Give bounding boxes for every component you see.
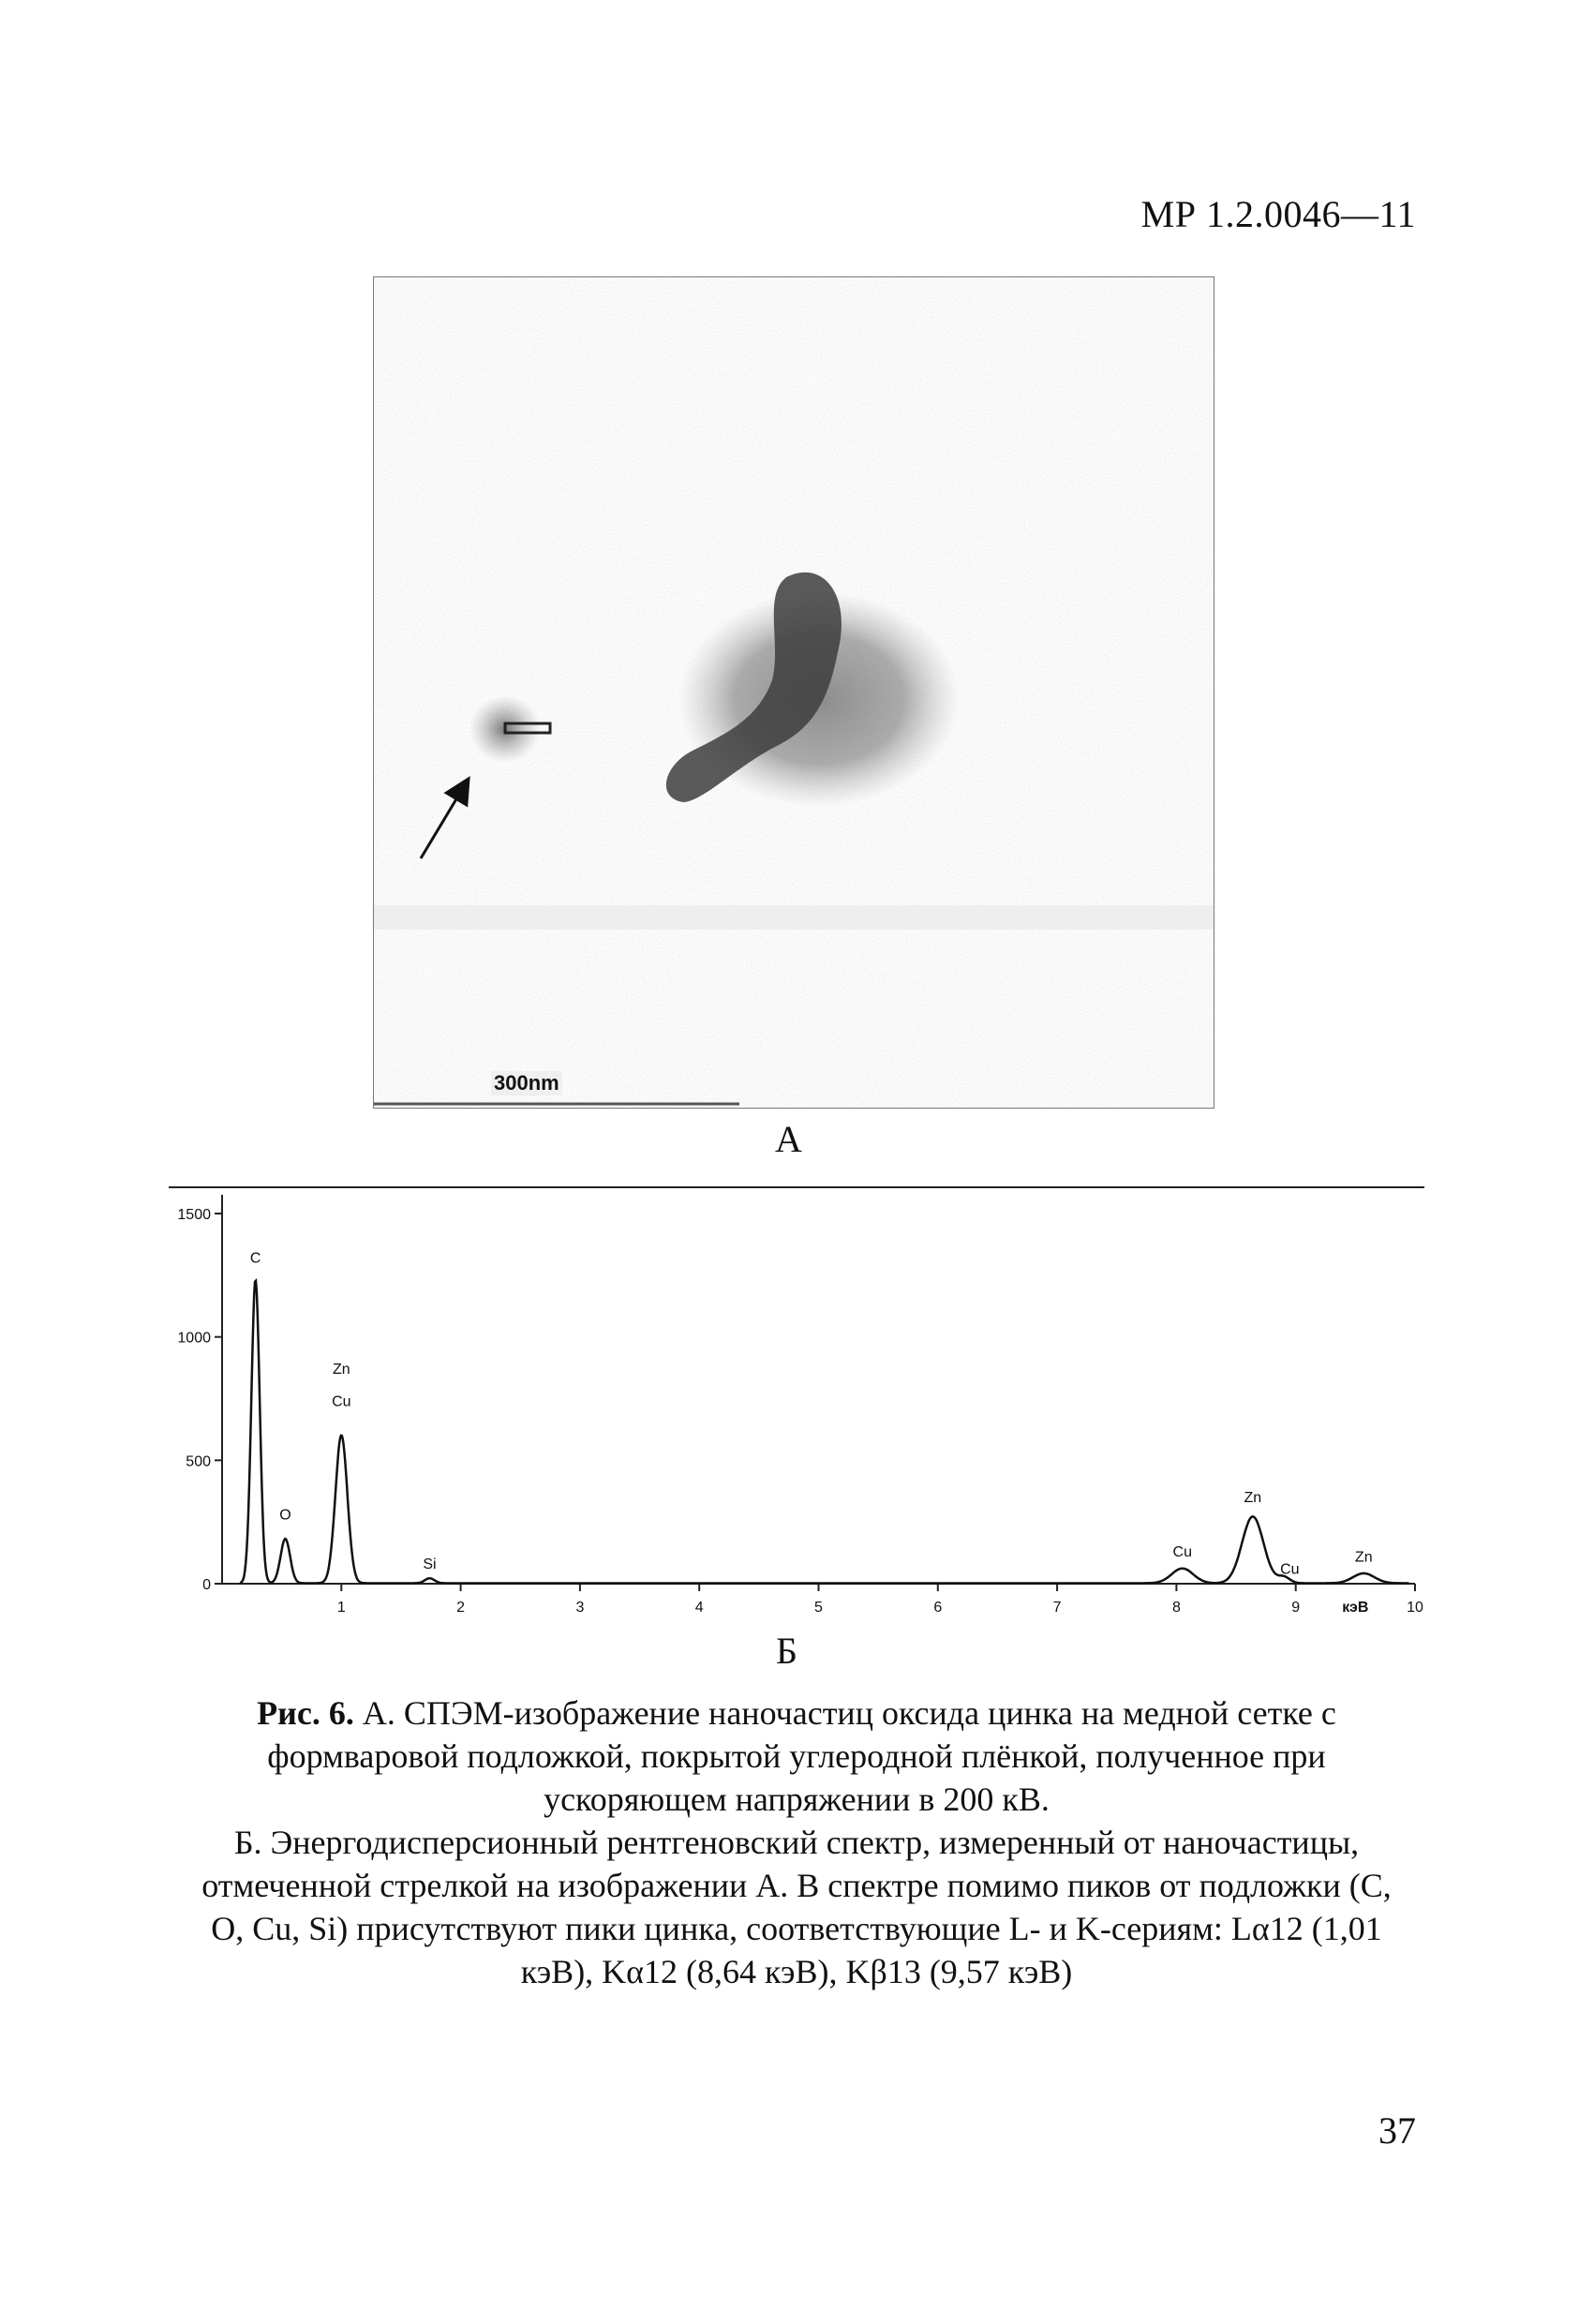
peak-label: Si — [423, 1557, 437, 1573]
micrograph-light-band — [374, 905, 1214, 930]
x-tick-label: 2 — [456, 1600, 466, 1616]
x-tick-label: 5 — [814, 1600, 823, 1616]
x-tick-label: 4 — [694, 1600, 704, 1616]
x-axis-unit-label: кэВ — [1342, 1600, 1369, 1616]
scale-bar-label: 300nm — [491, 1071, 562, 1095]
page-number: 37 — [1378, 2109, 1416, 2152]
peak-label: Cu — [1172, 1544, 1192, 1561]
y-tick-label: 1500 — [177, 1207, 211, 1223]
y-tick-label: 0 — [202, 1577, 211, 1593]
spectrum-line — [240, 1281, 1409, 1584]
caption-part-a-text: А. СПЭМ-изображение наночастиц оксида цинка на медной сетке с формваровой подложкой, покрытой углеродной плёнкой, полученное при ускоряющем напряжении в 200 кВ. — [267, 1694, 1336, 1818]
x-tick-label: 6 — [933, 1600, 943, 1616]
caption-part-b: Б. Энергодисперсионный рентгеновский спектр, измеренный от наночастицы, отмеченной стрелкой на изображении А. В спектре помимо пиков от подложки (С, О, Cu, Si) присутствуют пики цинка, соответствующие L- и K-сериям: Lα12 (1,01 кэВ), Kα12 (8,64 кэВ), Kβ13 (9,57 кэВ) — [201, 1824, 1392, 1990]
panel-a-label: А — [775, 1118, 802, 1160]
stem-micrograph — [373, 276, 1214, 1109]
peak-label: O — [279, 1507, 291, 1524]
x-tick-label: 8 — [1171, 1600, 1181, 1616]
peak-label: Cu — [332, 1393, 351, 1410]
eds-spectrum — [169, 1176, 1424, 1645]
x-tick-label: 9 — [1291, 1600, 1301, 1616]
peak-label: C — [249, 1250, 261, 1267]
caption-figure-number: Рис. 6. — [257, 1694, 354, 1732]
x-tick-label: 3 — [575, 1600, 585, 1616]
document-id: МР 1.2.0046—11 — [1140, 193, 1416, 235]
peak-label: Cu — [1280, 1561, 1300, 1578]
peak-label: Zn — [332, 1362, 350, 1378]
x-tick-label: 1 — [336, 1600, 346, 1616]
panel-b-label: Б — [776, 1630, 797, 1672]
peak-label: Zn — [1354, 1549, 1373, 1566]
y-tick-label: 1000 — [177, 1330, 211, 1347]
x-tick-label: 7 — [1052, 1600, 1062, 1616]
peak-label: Zn — [1244, 1490, 1262, 1507]
caption-part-a — [183, 1691, 1410, 1821]
figure-caption — [183, 1691, 1410, 1993]
x-tick-label: 10 — [1407, 1600, 1423, 1616]
y-tick-label: 500 — [186, 1453, 211, 1470]
